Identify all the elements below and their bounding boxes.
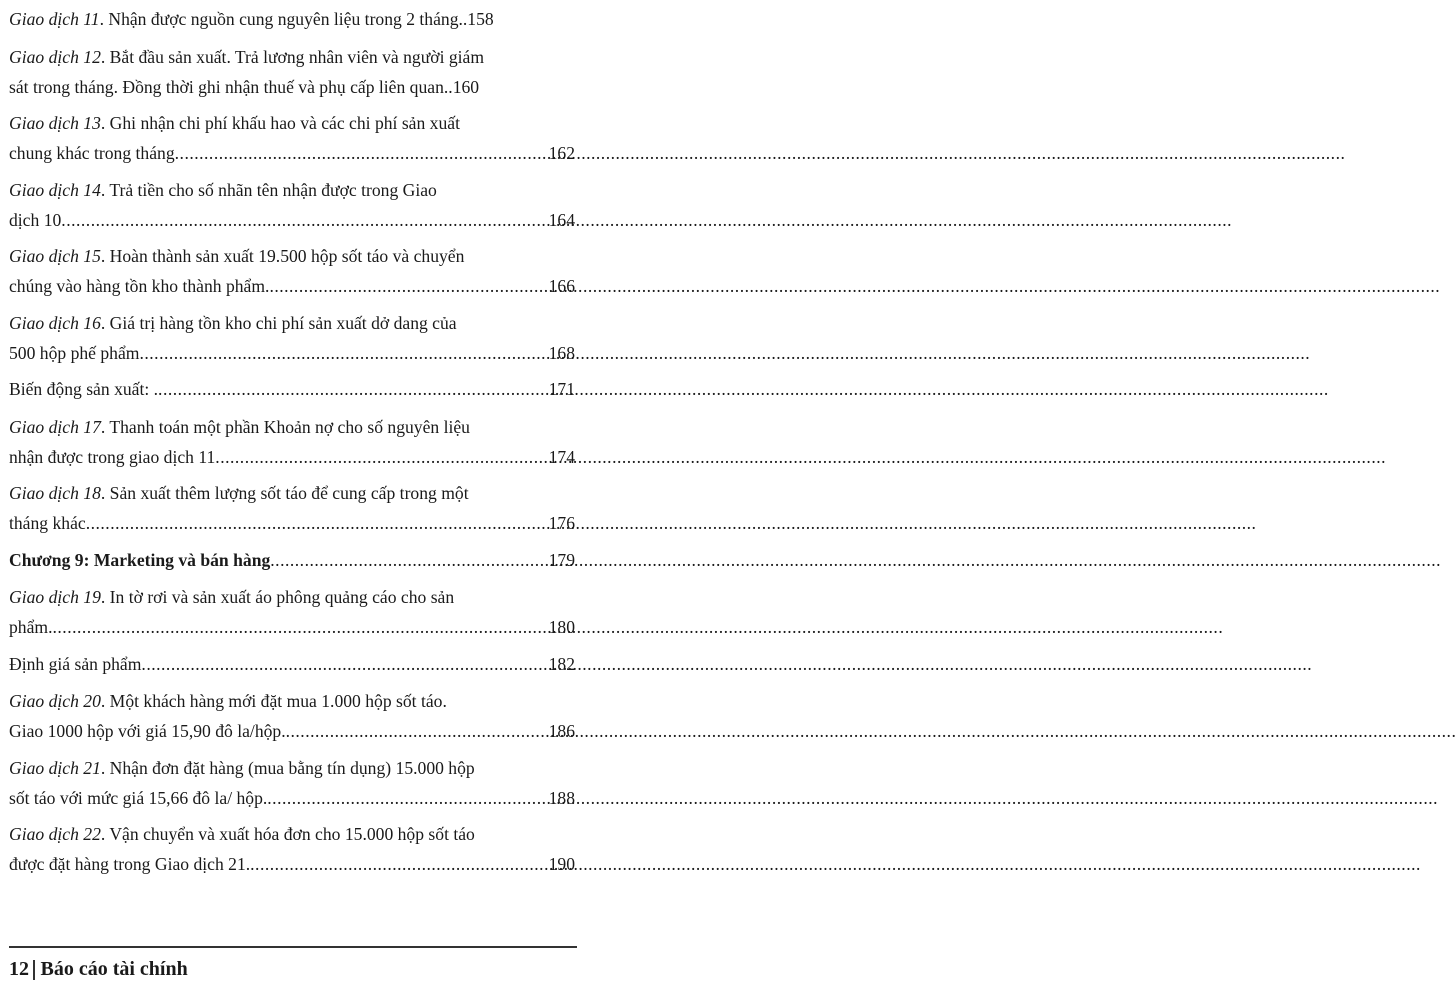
- footer-divider: [9, 946, 577, 948]
- entry-text-line2: sốt táo với mức giá 15,66 đô la/ hộp.: [9, 787, 268, 808]
- toc-entry-giao-dich-21[interactable]: [9, 753, 575, 813]
- dot-leader: [286, 716, 549, 746]
- entry-text: . Nhận đơn đặt hàng (mua bằng tín dụng) 15.000 hộp: [100, 757, 475, 778]
- toc-entry-dinh-gia-san-pham[interactable]: [9, 649, 575, 679]
- entry-text-line2: nhận được trong giao dịch 11: [9, 446, 216, 467]
- entry-page: 188: [548, 787, 575, 808]
- entry-label: Giao dịch 14: [9, 179, 101, 200]
- entry-page: 164: [548, 209, 575, 230]
- entry-label: Giao dịch 18: [9, 483, 101, 503]
- entry-text-line2: dịch 10: [9, 209, 62, 230]
- entry-page: 162: [548, 143, 575, 163]
- entry-text-line2: 500 hộp phế phẩm: [9, 342, 140, 363]
- toc-entry-giao-dich-15[interactable]: [9, 241, 575, 301]
- dot-leader: [158, 374, 549, 404]
- page-number: 12: [9, 958, 29, 980]
- toc-entry-giao-dich-13[interactable]: [9, 108, 575, 168]
- entry-page: 158: [467, 9, 494, 29]
- entry-label: Giao dịch 13: [9, 113, 101, 133]
- entry-text: . Vận chuyển và xuất hóa đơn cho 15.000 hộp sốt táo: [100, 824, 475, 844]
- entry-text: . Sản xuất thêm lượng sốt táo để cung cấp trong một: [100, 483, 469, 503]
- entry-label: Giao dịch 20: [9, 691, 101, 711]
- dot-leader: [86, 508, 549, 538]
- entry-page: 168: [548, 342, 575, 363]
- entry-page: 180: [548, 617, 575, 637]
- entry-text: . Giá trị hàng tồn kho chi phí sản xuất dở dang của: [100, 312, 457, 333]
- entry-page: 176: [548, 513, 575, 533]
- dot-leader: [250, 849, 548, 879]
- toc-entry-giao-dich-18[interactable]: [9, 478, 575, 538]
- page-footer: [9, 958, 188, 981]
- chapter-title: Chương 9: Marketing và bán hàng: [9, 549, 271, 570]
- entry-label: Giao dịch 21: [9, 757, 101, 778]
- entry-label: Giao dịch 11: [9, 9, 100, 29]
- entry-page: 186: [548, 721, 575, 741]
- entry-text-line2: tháng khác: [9, 513, 86, 533]
- toc-entry-giao-dich-19[interactable]: [9, 582, 575, 642]
- footer-separator: [33, 960, 35, 980]
- entry-page: 171: [548, 379, 575, 399]
- toc-entry-giao-dich-17[interactable]: [9, 412, 575, 472]
- entry-text: . Hoàn thành sản xuất 19.500 hộp sốt táo và chuyển: [100, 246, 465, 266]
- entry-text-line2: Giao 1000 hộp với giá 15,90 đô la/hộp.: [9, 721, 286, 741]
- dot-leader: [269, 271, 548, 301]
- toc-entry-giao-dich-11[interactable]: [9, 4, 575, 34]
- entry-label: Giao dịch 17: [9, 416, 101, 437]
- toc-entry-giao-dich-22[interactable]: [9, 819, 575, 879]
- entry-page: 174: [548, 446, 575, 467]
- entry-label: Giao dịch 19: [9, 587, 101, 607]
- toc-entry-giao-dich-12[interactable]: [9, 42, 575, 102]
- toc-entry-bien-dong-san-xuat[interactable]: [9, 374, 575, 404]
- entry-text: . Bắt đầu sản xuất. Trả lương nhân viên và người giám: [100, 46, 485, 67]
- entry-text: Biến động sản xuất: .: [9, 379, 159, 399]
- entry-text: . In tờ rơi và sản xuất áo phông quảng cáo cho sản: [100, 587, 455, 607]
- entry-text-line2: sát trong tháng. Đồng thời ghi nhận thuế và phụ cấp liên quan..: [9, 76, 453, 97]
- toc-entry-giao-dich-16[interactable]: [9, 308, 575, 368]
- entry-label: Giao dịch 22: [9, 824, 101, 844]
- dot-leader: [141, 649, 548, 679]
- dot-leader: [215, 442, 548, 472]
- entry-page: 166: [548, 276, 575, 296]
- dot-leader: [139, 338, 548, 368]
- dot-leader: [61, 205, 548, 235]
- toc-entry-giao-dich-20[interactable]: [9, 686, 575, 746]
- entry-label: Giao dịch 12: [9, 46, 101, 67]
- table-of-contents: [9, 4, 575, 886]
- dot-leader: [53, 612, 549, 642]
- entry-page: 179: [548, 549, 575, 570]
- dot-leader: [270, 545, 548, 575]
- entry-page: 160: [452, 76, 480, 97]
- entry-text: . Nhận được nguồn cung nguyên liệu trong 2 tháng..: [99, 9, 468, 29]
- entry-text-line2: được đặt hàng trong Giao dịch 21.: [9, 854, 251, 874]
- entry-label: Giao dịch 15: [9, 246, 101, 266]
- book-title: Báo cáo tài chính: [40, 958, 188, 980]
- entry-page: 182: [548, 653, 575, 674]
- entry-text-line2: phẩm.: [9, 617, 53, 637]
- entry-text: . Thanh toán một phần Khoản nợ cho số nguyên liệu: [100, 416, 470, 437]
- entry-text: . Trả tiền cho số nhãn tên nhận được trong Giao: [100, 179, 437, 200]
- toc-entry-chapter-9[interactable]: [9, 545, 575, 575]
- dot-leader: [267, 783, 548, 813]
- entry-label: Giao dịch 16: [9, 312, 101, 333]
- toc-entry-giao-dich-14[interactable]: [9, 175, 575, 235]
- entry-text: Định giá sản phẩm: [9, 653, 142, 674]
- dot-leader: [175, 138, 549, 168]
- entry-text: . Một khách hàng mới đặt mua 1.000 hộp sốt táo.: [100, 691, 447, 711]
- entry-text: . Ghi nhận chi phí khấu hao và các chi phí sản xuất: [100, 113, 460, 133]
- entry-text-line2: chung khác trong tháng: [9, 143, 175, 163]
- entry-text-line2: chúng vào hàng tồn kho thành phẩm.: [9, 276, 270, 296]
- entry-page: 190: [548, 854, 575, 874]
